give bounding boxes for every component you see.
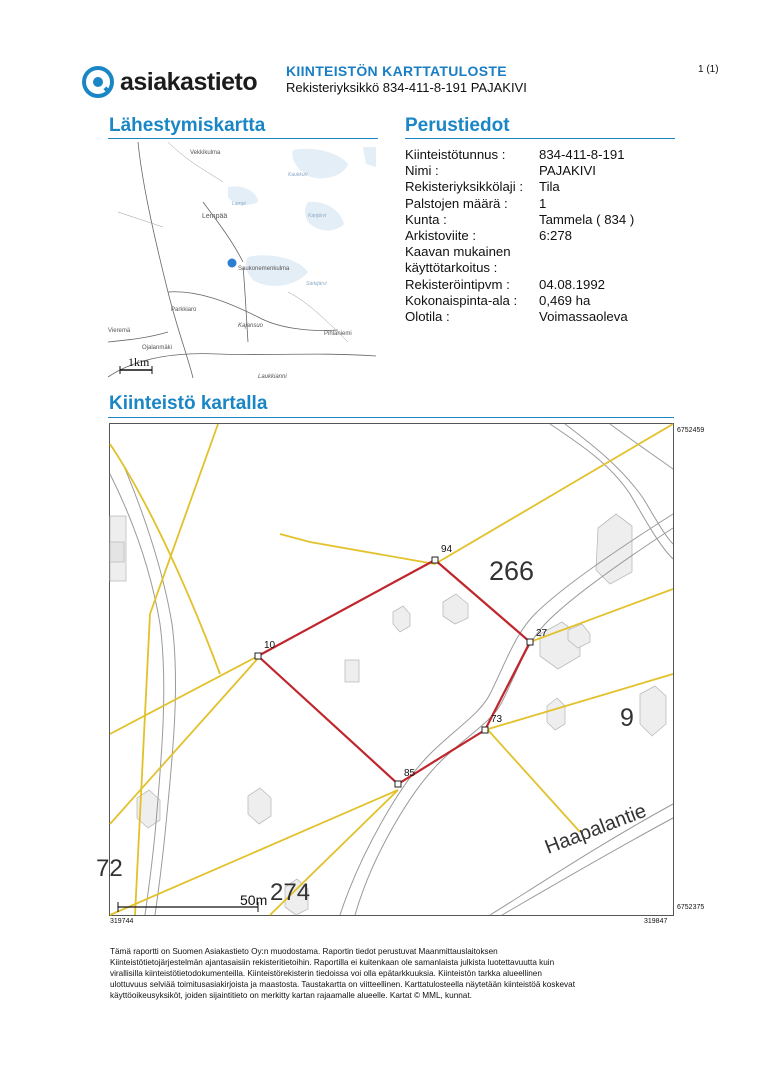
vertex-label: 73 <box>491 714 503 725</box>
disclaimer-line: virallisilla kiinteistötietodokumenteilla. Kiinteistörekisterin tiedoissa voi olla epätarkkuuksia. Kiinteistön tarkka alueellinen <box>110 969 542 979</box>
coord-bottom-right: 6752375 <box>677 904 705 911</box>
info-value: 04.08.1992 <box>539 276 606 292</box>
info-row <box>405 260 634 276</box>
place-label: Parkkiaro <box>171 307 197 313</box>
info-label: Kokonaispinta-ala : <box>405 292 518 308</box>
section-rule <box>108 138 378 139</box>
disclaimer-text <box>110 946 670 1001</box>
parcel-vertices <box>255 557 533 787</box>
section-rule <box>108 417 674 418</box>
place-label: Kanjärvi <box>308 213 327 219</box>
info-label: Kunta : <box>405 211 447 227</box>
page-number: 1 (1) <box>698 64 719 75</box>
logo-text: asiakastieto <box>120 67 258 96</box>
overview-map-canvas <box>108 142 376 378</box>
lake-areas <box>228 147 376 286</box>
place-label: Lampi <box>232 201 246 207</box>
disclaimer-line: Tämä raportti on Suomen Asiakastieto Oy:n muodostama. Raportin tiedot perustuvat Maanmittauslaitoksen <box>110 947 498 956</box>
place-label: Vekkikulma <box>190 150 221 156</box>
property-map-canvas <box>96 424 673 915</box>
place-label: Kajansuo <box>238 323 264 329</box>
basic-info-table <box>405 147 634 325</box>
info-label: Olotila : <box>405 309 450 325</box>
section-title-overview: Lähestymiskartta <box>109 115 266 136</box>
parcel-number: 266 <box>489 556 535 586</box>
info-value: Tila <box>539 179 560 195</box>
place-label: Vieremä <box>108 328 131 334</box>
parcel-number: 72 <box>96 855 123 882</box>
info-value: 834-411-8-191 <box>539 147 625 162</box>
vertex-marker <box>395 781 401 787</box>
info-row <box>405 309 634 325</box>
property-map <box>96 423 674 916</box>
info-row <box>405 228 634 244</box>
section-title-property-map: Kiinteistö kartalla <box>109 393 268 414</box>
vertex-marker <box>482 727 488 733</box>
info-label: Rekisteröintipvm : <box>405 276 510 292</box>
vertex-marker <box>432 557 438 563</box>
map-scale-label: 50m <box>240 892 268 908</box>
vertex-label: 27 <box>536 628 548 639</box>
place-label: Lempää <box>202 213 228 220</box>
document-title: KIINTEISTÖN KARTTATULOSTE <box>286 63 507 79</box>
parcel-number: 274 <box>270 879 311 906</box>
info-row <box>405 293 634 309</box>
info-label: Arkistoviite : <box>405 228 477 244</box>
parcel-border <box>258 560 530 784</box>
place-label: Pihlaniemi <box>324 331 352 337</box>
info-value: 6:278 <box>539 228 573 244</box>
place-label: Laukkianni <box>258 374 287 380</box>
info-row <box>405 147 634 163</box>
place-label: Saukonemenkulma <box>238 266 290 272</box>
info-row <box>405 212 634 228</box>
vertex-marker <box>527 639 533 645</box>
vertex-label: 85 <box>404 768 416 779</box>
section-title-basic-info: Perustiedot <box>405 115 510 136</box>
info-label: Palstojen määrä : <box>405 195 508 211</box>
info-label: Nimi : <box>405 163 439 179</box>
info-value: 0,469 ha <box>539 292 591 308</box>
section-rule <box>405 138 675 139</box>
logo <box>82 66 257 98</box>
overview-scale-label: 1km <box>128 355 150 369</box>
info-row <box>405 244 634 260</box>
disclaimer-line: ulottuvuus selviää toimitusasiakirjoista ja maastosta. Taustakartta on viitteellinen. Karttatulosteella näytetään kiinteistöä koskevat <box>110 980 575 990</box>
coord-bottom-right-x: 319847 <box>644 918 668 925</box>
info-row <box>405 179 634 195</box>
roads <box>108 142 376 378</box>
location-marker <box>228 259 237 268</box>
info-label: käyttötarkoitus : <box>405 260 498 276</box>
info-row <box>405 196 634 212</box>
place-label: Ojalanmäki <box>142 345 173 351</box>
coord-bottom-left: 319744 <box>110 918 134 925</box>
vertex-label: 94 <box>441 544 453 555</box>
parcel-number: 9 <box>620 704 634 732</box>
place-label: Särkijärvi <box>306 281 327 287</box>
info-row <box>405 163 634 179</box>
overview-map <box>108 142 376 378</box>
info-value: PAJAKIVI <box>539 163 596 179</box>
place-label: Kaukkuri <box>288 172 308 178</box>
info-label: Kaavan mukainen <box>405 244 511 260</box>
info-value: 1 <box>539 195 547 211</box>
disclaimer-line: Kiinteistötietojärjestelmän ajantasaisiin rekisteritietoihin. Raportilla ei kuitenkaan ole samanlaista julkista luotettavuutta kuin <box>110 958 555 968</box>
info-label: Kiinteistötunnus : <box>405 147 506 162</box>
road-name: Haapalantie <box>541 799 650 859</box>
info-value: Tammela ( 834 ) <box>539 211 635 227</box>
info-row <box>405 277 634 293</box>
info-label: Rekisteriyksikkölaji : <box>405 179 523 195</box>
buildings <box>110 514 666 915</box>
coord-top-right: 6752459 <box>677 427 705 434</box>
info-value: Voimassaoleva <box>539 309 628 325</box>
vertex-label: 10 <box>264 640 276 651</box>
overview-scale-bar <box>120 355 152 374</box>
document-subtitle: Rekisteriyksikkö 834-411-8-191 PAJAKIVI <box>286 80 527 95</box>
vertex-marker <box>255 653 261 659</box>
asiakastieto-logo-icon <box>82 66 114 98</box>
disclaimer-line: käyttöoikeusyksiköt, joiden sijaintitieto on merkitty kartan rajaamalle alueelle. Kartat © MML, kunnat. <box>110 991 472 1001</box>
